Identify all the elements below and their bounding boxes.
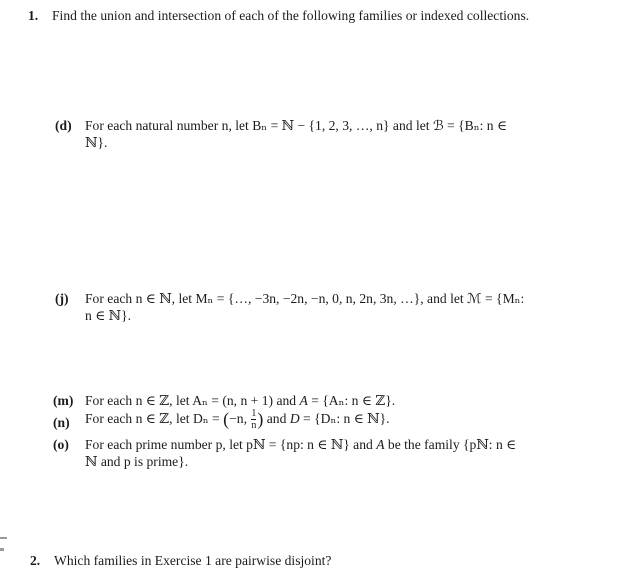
part-o-text [85, 436, 527, 470]
part-d-text: For each natural number n, let Bₙ = ℕ − {1, 2, 3, …, n} and let ℬ = {Bₙ: n ∈ ℕ}. [85, 118, 508, 150]
part-o-run-1: For each prime number p, let pℕ = {np: n ∈ ℕ} and [85, 437, 377, 452]
problem-2-number: 2. [30, 553, 41, 568]
part-d-label: (d) [55, 118, 72, 133]
part-o-run-2: be the family {pℕ: n ∈ ℕ and p is prime}. [85, 437, 517, 469]
script-family-letter: A [299, 393, 308, 408]
problem-1-number: 1. [28, 8, 39, 23]
problem-2-text: Which families in Exercise 1 are pairwise disjoint? [54, 553, 332, 568]
part-n-inner: −n, [229, 411, 251, 426]
part-n-before: For each n ∈ ℤ, let Dₙ = [85, 411, 224, 426]
part-o-label: (o) [53, 437, 69, 452]
part-m-run-1: For each n ∈ ℤ, let Aₙ = (n, n + 1) and [85, 393, 300, 408]
part-j-label: (j) [55, 291, 69, 306]
part-n-mid: and [263, 411, 290, 426]
page-edge-mark [0, 537, 7, 539]
part-m-label: (m) [53, 393, 74, 408]
page-edge-mark [0, 548, 4, 551]
part-j-text: For each n ∈ ℕ, let Mₙ = {…, −3n, −2n, −n, 0, n, 2n, 3n, …}, and let ℳ = {Mₙ: n ∈ ℕ}. [85, 291, 525, 323]
part-n-after: = {Dₙ: n ∈ ℕ}. [299, 411, 390, 426]
problem-1-intro: Find the union and intersection of each of the following families or indexed collections. [52, 8, 530, 23]
part-n-text [85, 406, 565, 432]
part-n-label: (n) [53, 415, 70, 430]
script-family-letter: A [376, 437, 385, 452]
right-paren: ) [257, 409, 264, 429]
fraction-denominator: n [251, 420, 257, 432]
fraction-numerator: 1 [251, 407, 257, 419]
left-paren: ( [223, 409, 230, 429]
part-m-run-2: = {Aₙ: n ∈ ℤ}. [307, 393, 396, 408]
script-family-letter: D [289, 411, 300, 426]
